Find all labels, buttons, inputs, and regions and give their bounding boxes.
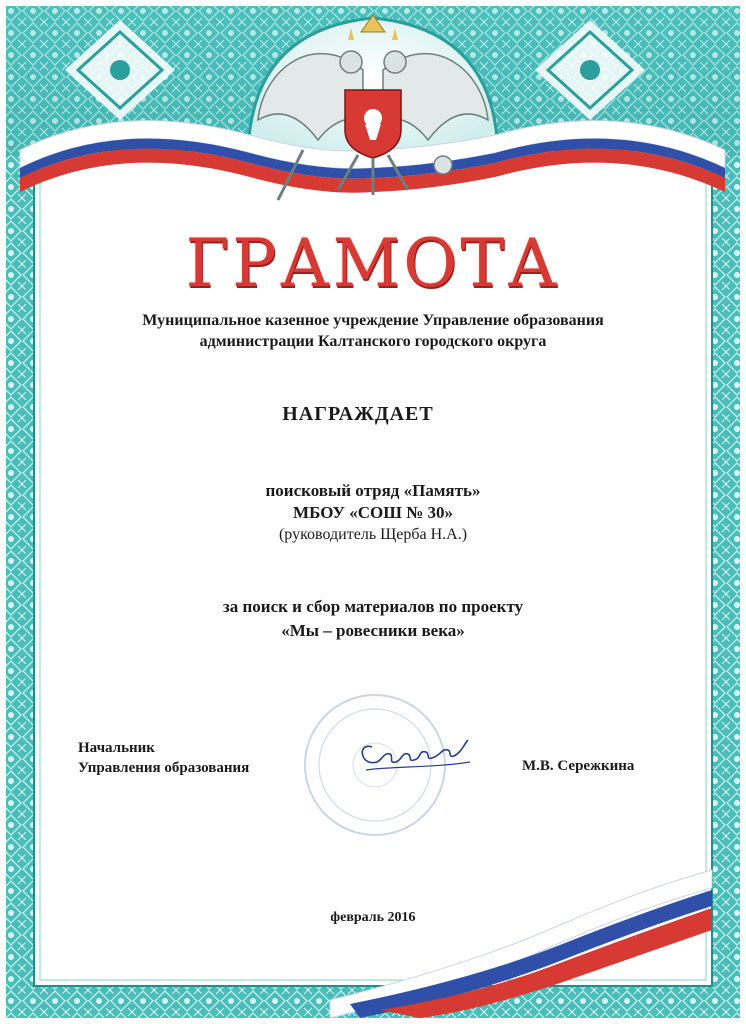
recipient-team: поисковый отряд «Память» [265,481,481,500]
issuer-organization [0,310,746,352]
recipient-block [0,480,746,546]
awards-heading: НАГРАЖДАЕТ [282,403,434,425]
recipient-leader: (руководитель Щерба Н.А.) [278,526,468,543]
issuer-line-2: администрации Калтанского городского округа [199,333,547,350]
issuer-line-1: Муниципальное казенное учреждение Управление образования [142,312,604,329]
signer-name: М.В. Сережкина [522,758,635,774]
award-reason [0,595,746,643]
recipient-school: МБОУ «СОШ № 30» [293,503,453,522]
signer-title-line-1: Начальник [78,740,155,756]
handwritten-signature [352,722,482,782]
signer-title-line-2: Управления образования [78,760,250,776]
certificate-title: ГРАМОТА [185,225,561,302]
signer-title [78,738,249,778]
reason-line-2: «Мы – ровесники века» [281,621,465,640]
reason-line-1: за поиск и сбор материалов по проекту [222,597,524,616]
issue-date: февраль 2016 [330,910,416,925]
